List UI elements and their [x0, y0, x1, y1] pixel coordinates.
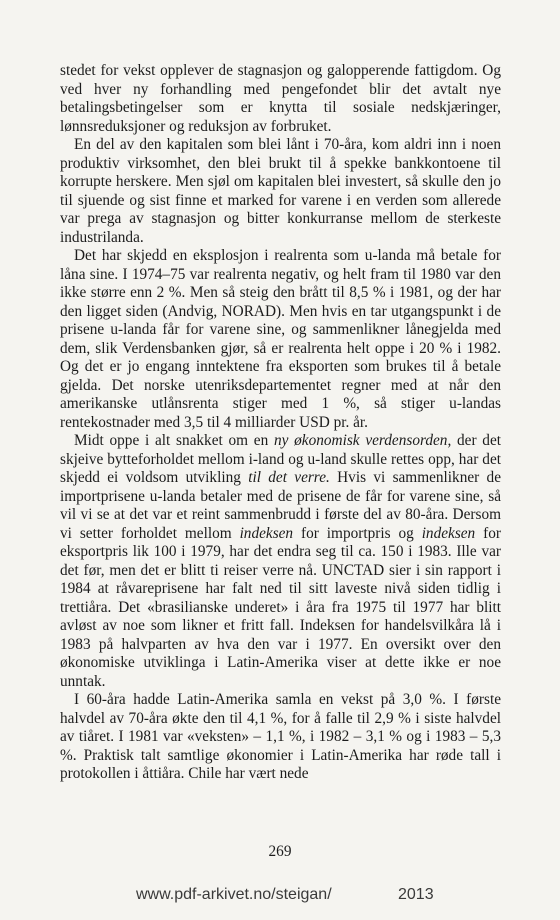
text-run: for eksportpris lik 100 i 1979, har det endra seg til ca. 150 i 1983. Ille var det før, men det er blitt ti reiser verre nå. UNCTAD sier i sin rapport i 1984 at råvareprisene har falt ned til sitt laveste nivå siden tidlig i trettiåra. Det «brasilianske underet» i åra fra 1975 til 1977 har blitt avløst av noe som likner et fritt fall. Indeksen for handelsvilkåra lå i 1983 på halvparten av hva den var i 1977. En oversikt over den økonomiske utviklinga i Latin-Amerika viser at dette ikke er noe unntak. [60, 524, 501, 690]
paragraph [60, 432, 501, 691]
footer-url: www.pdf-arkivet.no/steigan/ [136, 886, 332, 903]
text-run: for importpris og [293, 524, 422, 542]
page-number: 269 [268, 843, 292, 860]
paragraph [60, 136, 501, 247]
italic-text: indeksen [239, 524, 294, 542]
paragraph [60, 62, 501, 136]
text-run: Hvis vi sammenlikner de importprisene u-landa betaler med de prisene de får for varene sine, så vil vi se at det var et reint sammenbrudd i første del av 80-åra. Dersom vi setter forholdet mellom [60, 469, 501, 542]
text-run: Midt oppe i alt snakket om en [74, 432, 274, 449]
italic-text: ny økonomisk verdensorden, [273, 432, 452, 449]
footer-year: 2013 [398, 886, 434, 903]
paragraph [60, 247, 501, 432]
text-run: Det har skjedd en eksplosjon i realrenta som u-landa må betale for låna sine. I 1974–75 var realrenta negativ, og helt fram til 1980 var den ikke større enn 2 %. Men så steig den brått til 8,5 % i 1981, og der har den ligget siden (Andvig, NORAD). Men hvis en tar utgangspunkt i de prisene u-landa får for varene sine, og sammenlikner lånegjelda med dem, slik Verdensbanken gjør, så er realrenta helt oppe i 20 % i 1982. Og det er jo engang inntektene fra eksporten som brukes til å betale gjelda. Det norske utenriksdepartementet regner med at når den amerikanske utlånsrenta stiger med 1 %, så stiger u-landas rentekostnader med 3,5 til 4 milliarder USD pr. år. [60, 247, 501, 431]
paragraph [60, 691, 501, 784]
text-run: der det skjeive bytteforholdet mellom i-land og u-land skulle rettes opp, har det skjedd ei voldsom utvikling [60, 432, 501, 486]
italic-text: til det verre. [248, 469, 330, 486]
body-text [60, 62, 501, 784]
text-run: stedet for vekst opplever de stagnasjon og galopperende fattigdom. Og ved hver ny forhandling med pengefondet blir det avtalt nye betalingsbetingelser som er knytta til sosiale nedskjæringer, lønnsreduksjoner og reduksjon av forbruket. [60, 62, 501, 135]
italic-text: indeksen [421, 524, 476, 542]
text-run: En del av den kapitalen som blei lånt i 70-åra, kom aldri inn i noen produktiv virksomhet, den blei brukt til å spekke bankkontoene til korrupte herskere. Men sjøl om kapitalen blei investert, så skulle den jo til sjuende og sist finne et marked for varene i en verden som allerede var prega av stagnasjon og bitter konkurranse mellom de sterkeste industrilanda. [60, 136, 501, 246]
text-run: I 60-åra hadde Latin-Amerika samla en vekst på 3,0 %. I første halvdel av 70-åra økte den til 4,1 %, for å falle til 2,9 % i siste halvdel av tiåret. I 1981 var «veksten» – 1,1 %, i 1982 – 3,1 % og i 1983 – 5,3 %. Praktisk talt samtlige økonomier i Latin-Amerika har røde tall i protokollen i åttiåra. Chile har vært nede [60, 691, 501, 782]
